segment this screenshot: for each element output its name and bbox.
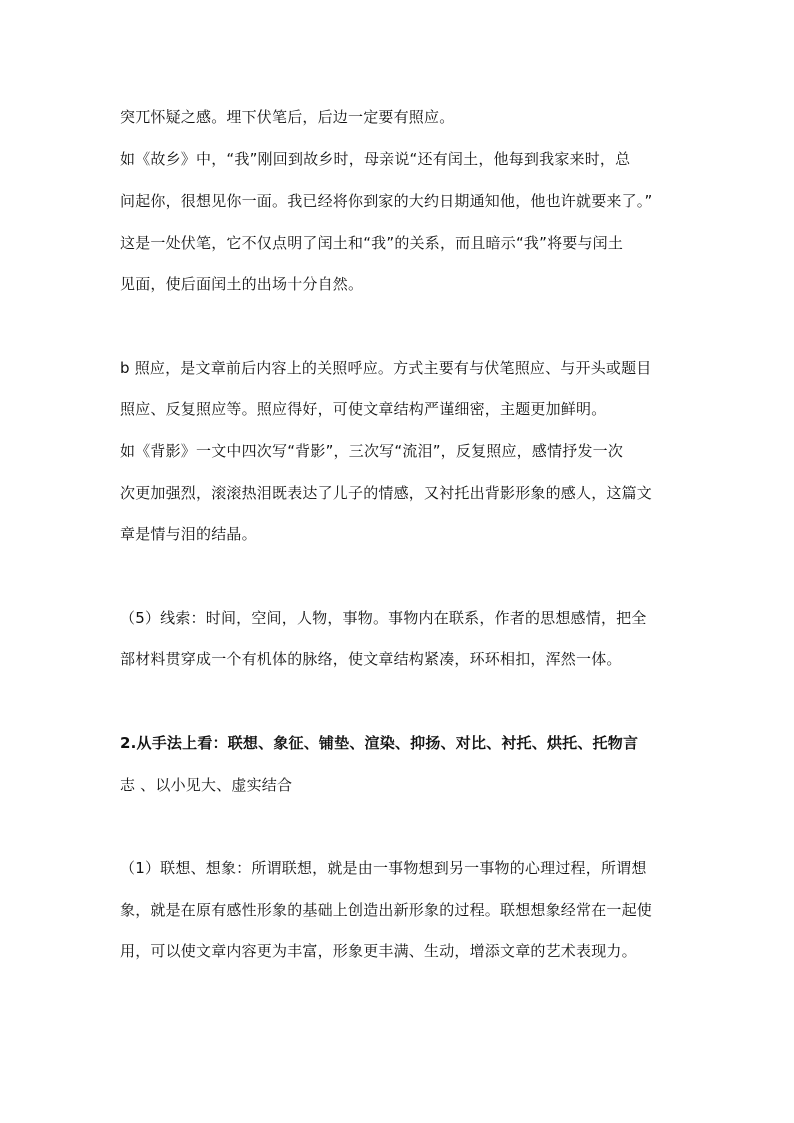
paragraph-line: 见面，使后面闰土的出场十分自然。 [120,275,364,293]
paragraph-line: b 照应，是文章前后内容上的关照呼应。方式主要有与伏笔照应、与开头或题目 [120,359,652,377]
paragraph-line: 志 、以小见大、虚实结合 [120,776,293,794]
paragraph-line: 如《故乡》中，“我”刚回到故乡时，母亲说“还有闰土，他每到我家来时，总 [120,150,631,168]
paragraph-line: 次更加强烈，滚滚热泪既表达了儿子的情感，又衬托出背影形象的感人，这篇文 [120,484,653,502]
paragraph-line: 部材料贯穿成一个有机体的脉络，使文章结构紧凑，环环相扣，浑然一体。 [120,650,622,668]
section-heading-line: 2.从手法上看：联想、象征、铺垫、渲染、抑扬、对比、衬托、烘托、托物言 [120,734,639,752]
paragraph-line: 如《背影》一文中四次写“背影”，三次写“流泪”，反复照应，感情抒发一次 [120,442,624,460]
paragraph-line: 突兀怀疑之感。埋下伏笔后，后边一定要有照应。 [120,108,455,126]
paragraph-line: 章是情与泪的结晶。 [120,525,257,543]
paragraph-line: 象，就是在原有感性形象的基础上创造出新形象的过程。联想想象经常在一起使 [120,901,653,919]
paragraph-line: （1）联想、想象：所谓联想，就是由一事物想到另一事物的心理过程，所谓想 [120,859,647,877]
paragraph-line: 问起你，很想见你一面。我已经将你到家的大约日期通知他，他也许就要来了。” [120,192,653,210]
paragraph-line: 照应、反复照应等。照应得好，可使文章结构严谨细密，主题更加鲜明。 [120,400,607,418]
paragraph-line: 这是一处伏笔，它不仅点明了闰土和“我”的关系，而且暗示“我”将要与闰土 [120,234,624,252]
paragraph-line: 用，可以使文章内容更为丰富，形象更丰满、生动，增添文章的艺术表现力。 [120,942,637,960]
paragraph-line: （5）线索：时间，空间，人物，事物。事物内在联系，作者的思想感情，把全 [120,609,647,627]
